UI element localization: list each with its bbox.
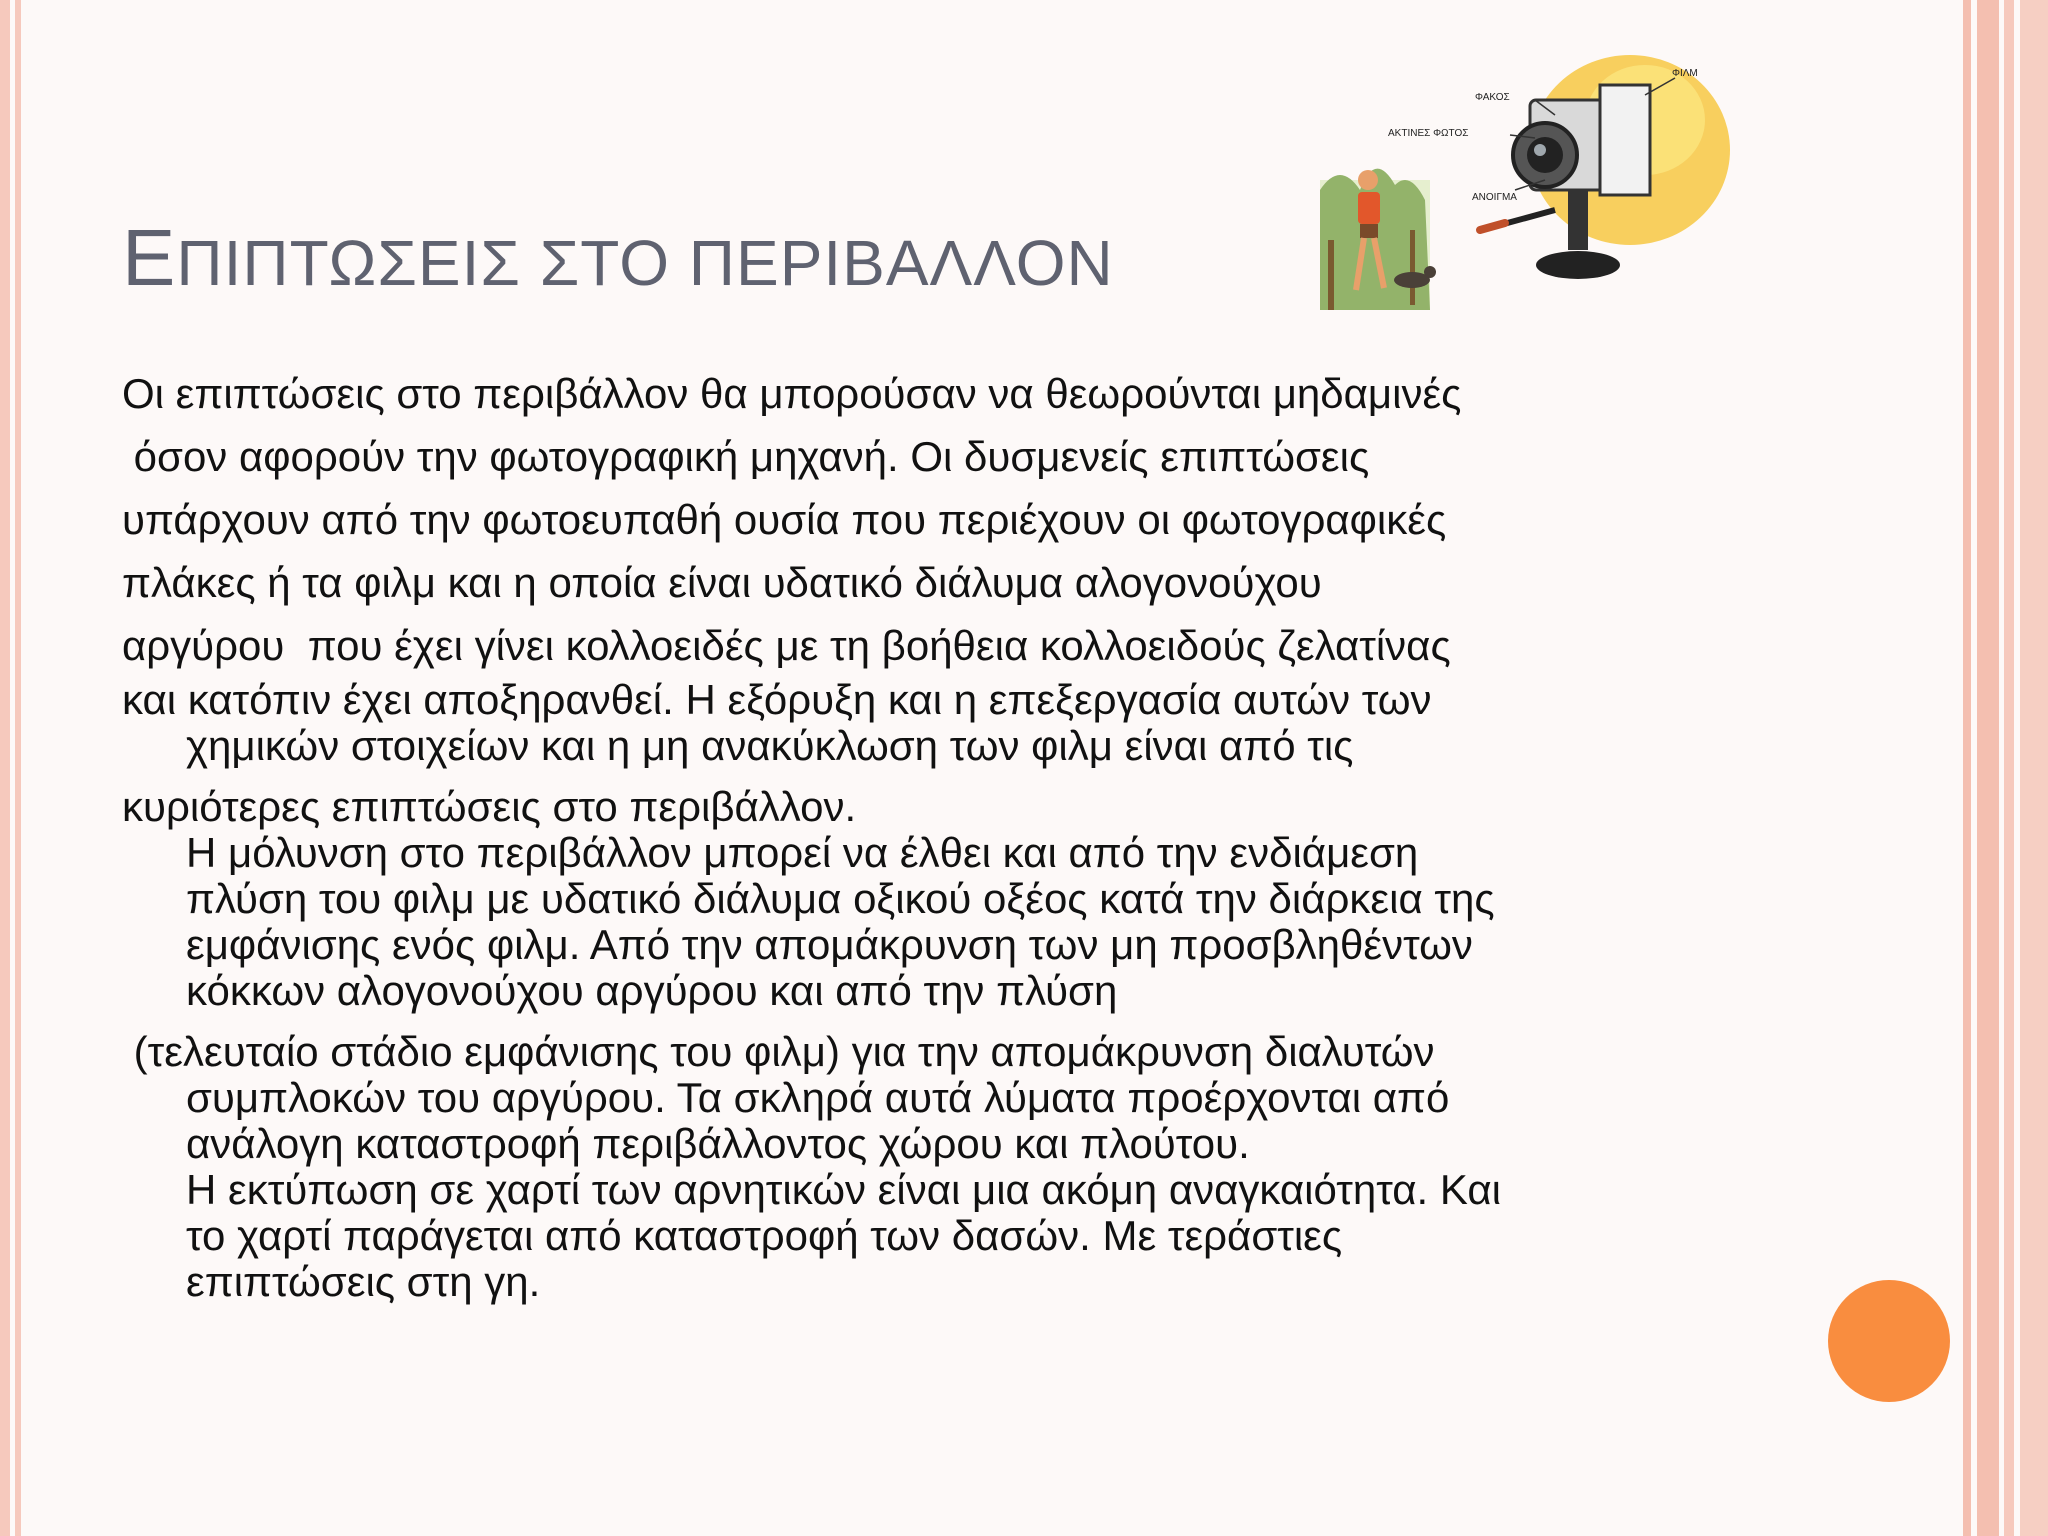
body-line: το χαρτί παράγεται από καταστροφή των δασών. Με τεράστιες bbox=[186, 1212, 1343, 1259]
tree-trunk bbox=[1410, 230, 1415, 305]
aperture-label: ΑΝΟΙΓΜΑ bbox=[1472, 192, 1517, 203]
body-line: και κατόπιν έχει αποξηρανθεί. Η εξόρυξη και η επεξεργασία αυτών των bbox=[122, 676, 1432, 723]
title-rest: ΠΙΠΤΩΣΕΙΣ ΣΤΟ ΠΕΡΙΒΑΛΛΟΝ bbox=[176, 227, 1114, 299]
body-line: πλάκες ή τα φιλμ και η οποία είναι υδατικό διάλυμα αλογονούχου bbox=[122, 559, 1322, 606]
frame-right-stripe bbox=[1963, 0, 1971, 1536]
tripod-base bbox=[1536, 251, 1620, 279]
title-initial: Ε bbox=[122, 213, 177, 302]
camera-back bbox=[1600, 85, 1650, 195]
frame-left-outer-stripe bbox=[0, 0, 10, 1536]
body-line: επιπτώσεις στη γη. bbox=[186, 1258, 541, 1305]
lens-glint bbox=[1534, 144, 1546, 156]
body-line: κυριότερες επιπτώσεις στο περιβάλλον. bbox=[122, 783, 857, 830]
tree-trunk bbox=[1328, 240, 1334, 310]
body-line: εμφάνισης ενός φιλμ. Από την απομάκρυνση των μη προσβληθέντων bbox=[186, 921, 1473, 968]
body-line: χημικών στοιχείων και η μη ανακύκλωση των φιλμ είναι από τις bbox=[186, 722, 1354, 769]
frame-left-inner-stripe bbox=[15, 0, 21, 1536]
dog-head bbox=[1424, 266, 1436, 278]
body-line: ανάλογη καταστροφή περιβάλλοντος χώρου και πλούτου. bbox=[186, 1120, 1250, 1167]
runner-shirt bbox=[1358, 192, 1380, 224]
body-line: συμπλοκών του αργύρου. Τα σκληρά αυτά λύματα προέρχονται από bbox=[186, 1074, 1450, 1121]
camera-illustration bbox=[1300, 40, 1730, 330]
lens-label: ΦΑΚΟΣ bbox=[1475, 92, 1510, 103]
body-line: αργύρου που έχει γίνει κολλοειδές με τη βοήθεια κολλοειδούς ζελατίνας bbox=[122, 622, 1451, 669]
tripod-handle-grip bbox=[1480, 223, 1505, 230]
body-line: Η μόλυνση στο περιβάλλον μπορεί να έλθει και από την ενδιάμεση bbox=[186, 829, 1419, 876]
body-line: πλύση του φιλμ με υδατικό διάλυμα οξικού οξέος κατά την διάρκεια της bbox=[186, 875, 1495, 922]
body-line: όσον αφορούν την φωτογραφική μηχανή. Οι δυσμενείς επιπτώσεις bbox=[122, 433, 1370, 480]
accent-circle bbox=[1828, 1280, 1950, 1402]
body-line: Οι επιπτώσεις στο περιβάλλον θα μπορούσαν να θεωρούνται μηδαμινές bbox=[122, 370, 1462, 417]
slide-title bbox=[122, 212, 1114, 304]
body-line: υπάρχουν από την φωτοευπαθή ουσία που περιέχουν οι φωτογραφικές bbox=[122, 496, 1447, 543]
film-label: ΦΙΛΜ bbox=[1672, 68, 1698, 79]
slide-body bbox=[122, 362, 1712, 1305]
frame-right-stripe bbox=[1977, 0, 1999, 1536]
runner-shorts bbox=[1360, 224, 1378, 238]
body-line: (τελευταίο στάδιο εμφάνισης του φιλμ) για την απομάκρυνση διαλυτών bbox=[122, 1028, 1435, 1075]
rays-label: ΑΚΤΙΝΕΣ ΦΩΤΟΣ bbox=[1388, 128, 1469, 139]
body-line: κόκκων αλογονούχου αργύρου και από την πλύση bbox=[186, 967, 1118, 1014]
frame-right-stripe bbox=[2004, 0, 2014, 1536]
tripod-column bbox=[1568, 190, 1588, 250]
lens-center bbox=[1527, 137, 1563, 173]
body-line: Η εκτύπωση σε χαρτί των αρνητικών είναι μια ακόμη αναγκαιότητα. Και bbox=[186, 1166, 1501, 1213]
runner-head bbox=[1358, 170, 1378, 190]
frame-right-stripe bbox=[2020, 0, 2048, 1536]
